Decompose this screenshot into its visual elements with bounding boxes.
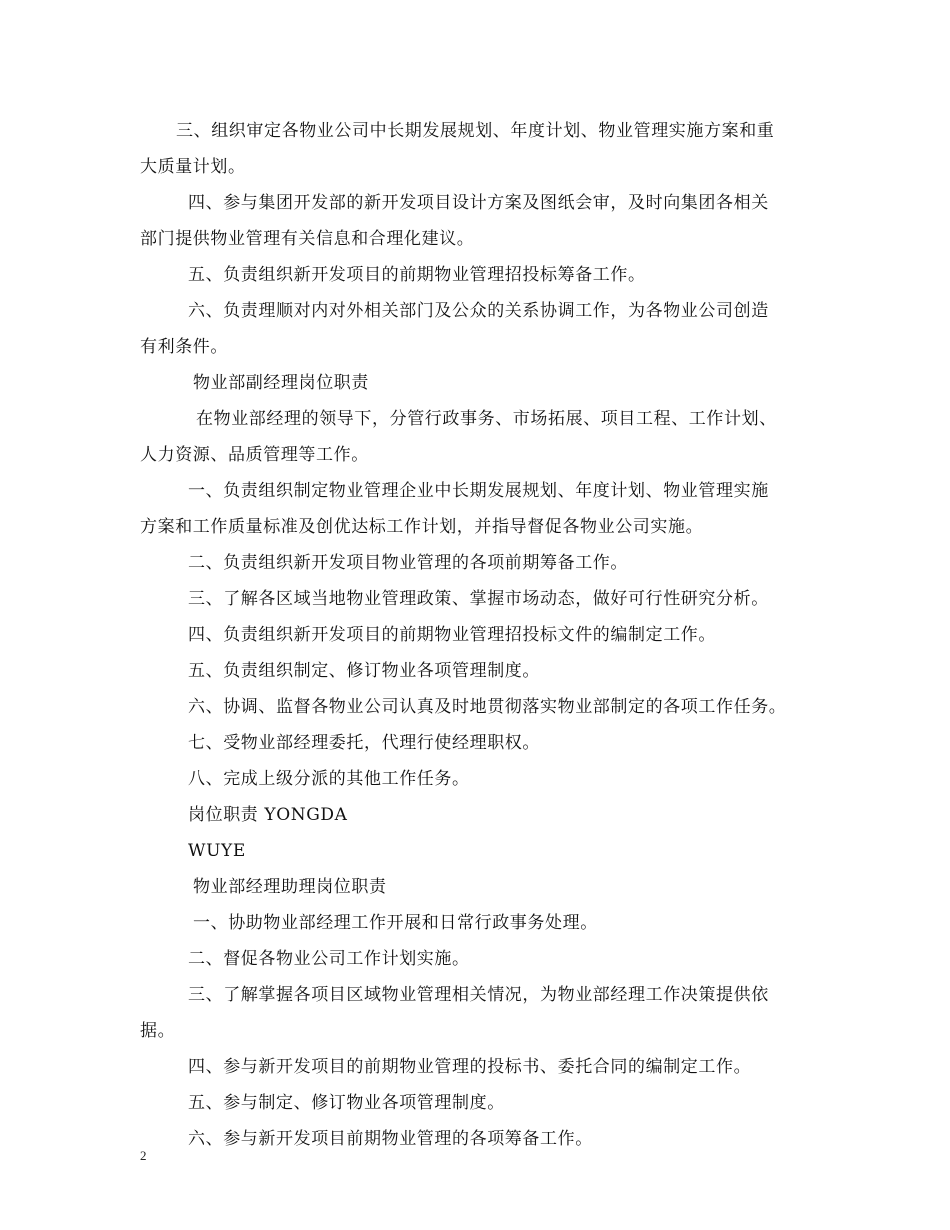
text-line: 一、负责组织制定物业管理企业中长期发展规划、年度计划、物业管理实施 (188, 481, 769, 501)
text-line: 部门提供物业管理有关信息和合理化建议。 (140, 229, 475, 249)
section-heading: 物业部副经理岗位职责 (193, 373, 369, 393)
text-line: 四、参与集团开发部的新开发项目设计方案及图纸会审，及时向集团各相关 (188, 193, 769, 213)
text-line: 六、参与新开发项目前期物业管理的各项筹备工作。 (188, 1129, 593, 1149)
text-line: 有利条件。 (140, 337, 228, 357)
text-line: 六、负责理顺对内对外相关部门及公众的关系协调工作，为各物业公司创造 (188, 301, 769, 321)
text-line: 人力资源、品质管理等工作。 (140, 445, 369, 465)
text-line: 一、协助物业部经理工作开展和日常行政事务处理。 (193, 913, 598, 933)
page-number: 2 (140, 1148, 147, 1163)
text-line: 大质量计划。 (140, 157, 246, 177)
text-line: 七、受物业部经理委托，代理行使经理职权。 (188, 733, 540, 753)
text-line: 五、负责组织制定、修订物业各项管理制度。 (188, 661, 540, 681)
text-line: 据。 (140, 1021, 176, 1041)
text-line: 五、负责组织新开发项目的前期物业管理招投标筹备工作。 (188, 265, 646, 285)
text-line: 二、督促各物业公司工作计划实施。 (188, 949, 470, 969)
text-line: 五、参与制定、修订物业各项管理制度。 (188, 1093, 505, 1113)
text-line: 岗位职责 YONGDA (188, 805, 348, 825)
text-line: 四、参与新开发项目的前期物业管理的投标书、委托合同的编制定工作。 (188, 1057, 752, 1077)
text-line: 六、协调、监督各物业公司认真及时地贯彻落实物业部制定的各项工作任务。 (188, 697, 787, 717)
text-line: 三、组织审定各物业公司中长期发展规划、年度计划、物业管理实施方案和重 (176, 121, 775, 141)
text-line: 方案和工作质量标准及创优达标工作计划，并指导督促各物业公司实施。 (140, 517, 704, 537)
text-line: 八、完成上级分派的其他工作任务。 (188, 769, 470, 789)
text-line: 四、负责组织新开发项目的前期物业管理招投标文件的编制定工作。 (188, 625, 716, 645)
section-heading: 物业部经理助理岗位职责 (193, 877, 387, 897)
text-line: 二、负责组织新开发项目物业管理的各项前期筹备工作。 (188, 553, 628, 573)
text-line: 在物业部经理的领导下，分管行政事务、市场拓展、项目工程、工作计划、 (196, 409, 777, 429)
text-line: 三、了解各区域当地物业管理政策、掌握市场动态，做好可行性研究分析。 (188, 589, 769, 609)
text-line: WUYE (188, 841, 246, 861)
text-line: 三、了解掌握各项目区域物业管理相关情况，为物业部经理工作决策提供依 (188, 985, 769, 1005)
